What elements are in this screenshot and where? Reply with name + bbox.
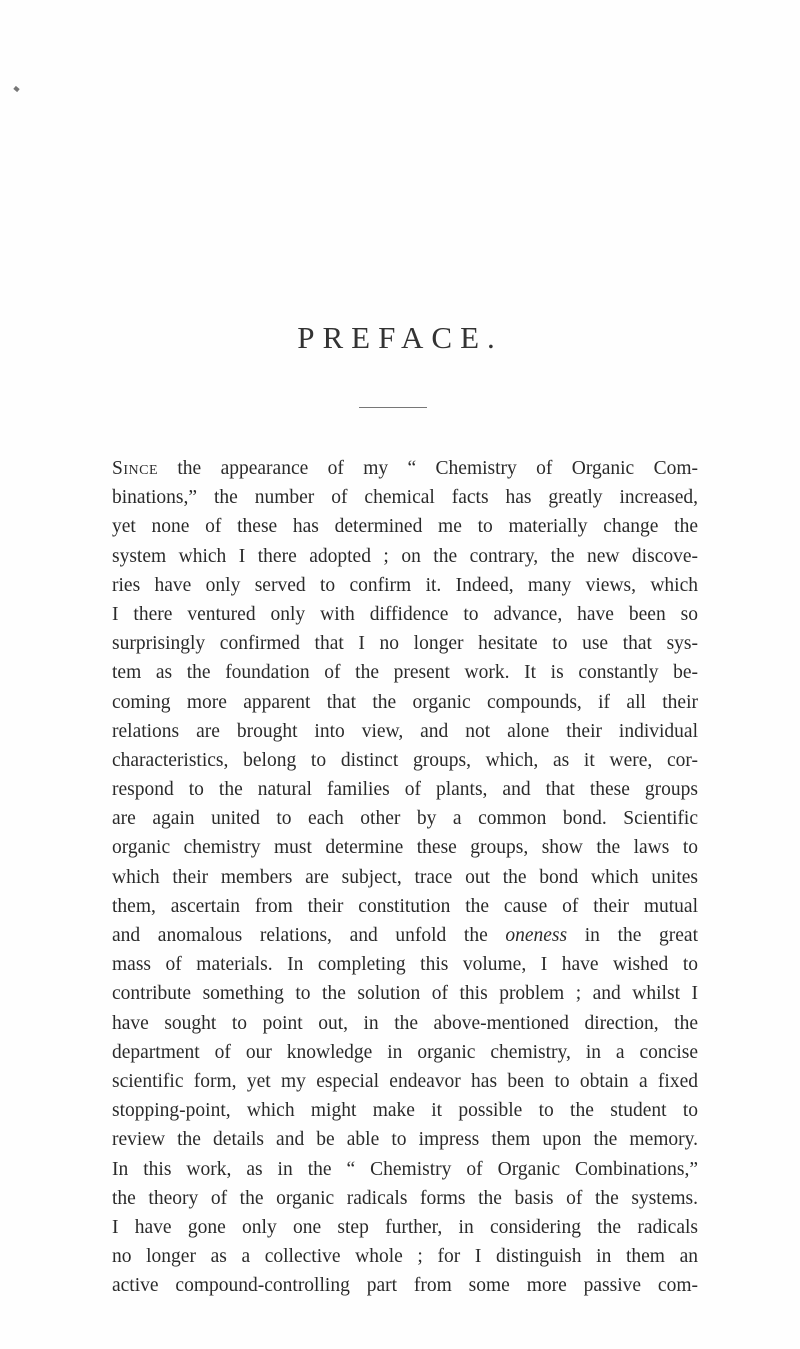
text-line: which their members are subject, trace out the bond which unites (112, 866, 698, 888)
text-line: contribute something to the solution of this problem ; and whilst I (112, 983, 698, 1005)
text-line: characteristics, belong to distinct groups, which, as it were, cor- (112, 749, 698, 771)
text-line: and anomalous relations, and unfold the oneness in the great (112, 925, 698, 946)
text-line: scientific form, yet my especial endeavor has been to obtain a fixed (112, 1070, 698, 1092)
title-rule (359, 407, 427, 408)
text-line: no longer as a collective whole ; for I distinguish in them an (112, 1246, 698, 1268)
page-speck (13, 86, 19, 92)
text-line: ries have only served to confirm it. Indeed, many views, which (112, 574, 698, 596)
text-line: Since the appearance of my “ Chemistry of Organic Com- (112, 458, 698, 479)
opening-word: Since (112, 458, 159, 479)
text-line: relations are brought into view, and not alone their individual (112, 720, 698, 742)
text-line: yet none of these has determined me to materially change the (112, 516, 698, 538)
preface-body (112, 454, 698, 1300)
text-line: review the details and be able to impress them upon the memory. (112, 1129, 698, 1151)
text-line: mass of materials. In completing this volume, I have wished to (112, 954, 698, 976)
text-line: active compound-controlling part from some more passive com- (112, 1275, 698, 1297)
page-title: PREFACE. (297, 320, 503, 355)
text-line: I have gone only one step further, in considering the radicals (112, 1216, 698, 1238)
text-line: them, ascertain from their constitution the cause of their mutual (112, 895, 698, 917)
text-line: system which I there adopted ; on the contrary, the new discove- (112, 545, 698, 567)
text-line: have sought to point out, in the above-mentioned direction, the (112, 1012, 698, 1034)
text-line: tem as the foundation of the present work. It is constantly be- (112, 662, 698, 684)
text-line: respond to the natural families of plants, and that these groups (112, 779, 698, 801)
text-line: I there ventured only with diffidence to advance, have been so (112, 603, 698, 625)
text-line: binations,” the number of chemical facts has greatly increased, (112, 487, 698, 509)
text-line: surprisingly confirmed that I no longer hesitate to use that sys- (112, 633, 698, 655)
text-line: are again united to each other by a common bond. Scientific (112, 808, 698, 830)
text-line: stopping-point, which might make it possible to the student to (112, 1100, 698, 1122)
italic-word: oneness (505, 925, 568, 946)
text-line: department of our knowledge in organic chemistry, in a concise (112, 1041, 698, 1063)
text-line: coming more apparent that the organic compounds, if all their (112, 691, 698, 713)
text-line: organic chemistry must determine these groups, show the laws to (112, 837, 698, 859)
text-line: the theory of the organic radicals forms the basis of the systems. (112, 1187, 698, 1209)
text-line: In this work, as in the “ Chemistry of Organic Combinations,” (112, 1158, 698, 1180)
